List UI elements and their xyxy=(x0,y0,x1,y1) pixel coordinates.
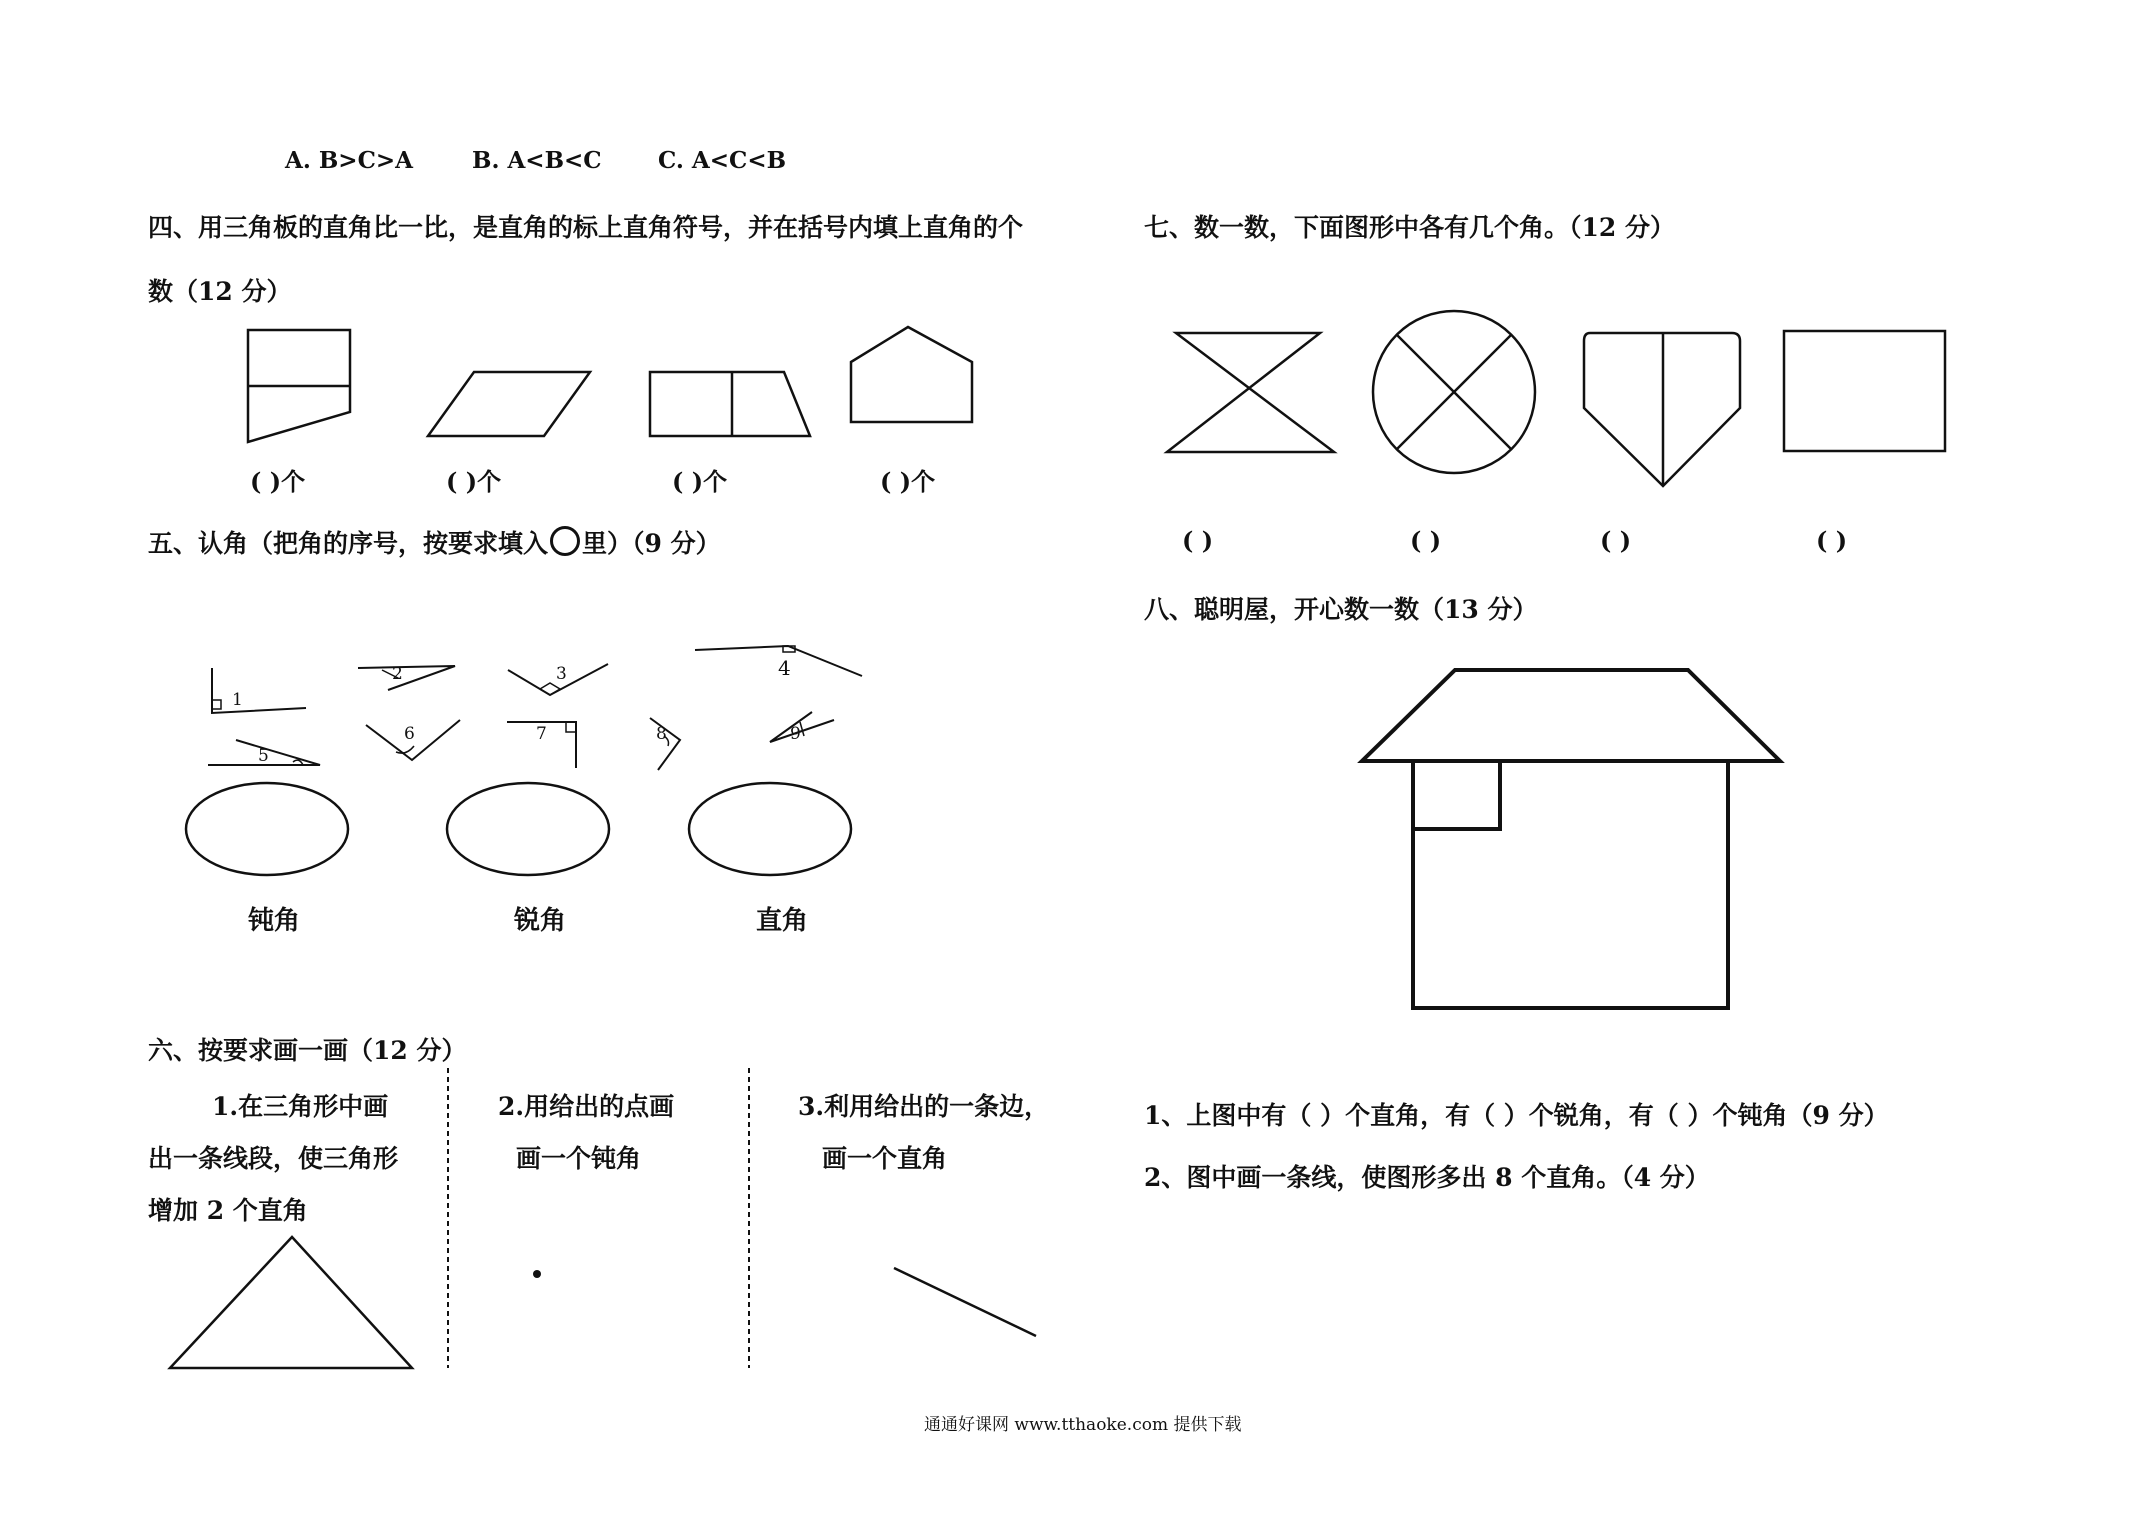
section5-title-before: 五、认角（把角的序号，按要求填入 xyxy=(148,529,549,558)
s4-answer-3[interactable]: ( )个 xyxy=(672,467,728,496)
s6-task2-line2: 画一个钝角 xyxy=(516,1144,642,1173)
s6-task1-line1: 1.在三角形中画 xyxy=(212,1092,389,1121)
s8-house xyxy=(1362,670,1780,1008)
footer-source: 通通好课网 www.tthaoke.com 提供下载 xyxy=(924,1415,1242,1435)
section8-title: 八、聪明屋，开心数一数（13 分） xyxy=(1144,595,1538,624)
label-right: 直角 xyxy=(756,906,809,936)
angle-number-9: 9 xyxy=(790,724,801,744)
s6-given-point xyxy=(533,1270,541,1278)
s6-given-edge xyxy=(894,1268,1036,1336)
circle-icon xyxy=(550,526,580,556)
angle-number-3: 3 xyxy=(556,664,567,684)
s6-task3-line2: 画一个直角 xyxy=(822,1144,948,1173)
s7-shape-shield xyxy=(1584,333,1740,486)
section4-title-line1: 四、用三角板的直角比一比，是直角的标上直角符号，并在括号内填上直角的个 xyxy=(148,213,1024,242)
label-obtuse: 钝角 xyxy=(248,906,301,936)
section7-title: 七、数一数，下面图形中各有几个角。（12 分） xyxy=(1144,213,1675,242)
s7-answer-3[interactable]: ( ) xyxy=(1600,526,1632,555)
s4-shape-quad xyxy=(248,330,350,442)
s4-shape-pentagon xyxy=(851,327,972,422)
s4-answer-4[interactable]: ( )个 xyxy=(880,467,936,496)
s4-shape-trapezoid xyxy=(650,372,810,436)
option-a: A. B>C>A xyxy=(285,147,413,174)
option-c: C. A<C<B xyxy=(658,147,787,174)
angle-number-2: 2 xyxy=(392,664,403,684)
angle-number-1: 1 xyxy=(232,690,243,710)
angle-number-8: 8 xyxy=(656,724,667,744)
section5-title-after: 里）（9 分） xyxy=(582,529,721,558)
s7-answer-4[interactable]: ( ) xyxy=(1816,526,1848,555)
angle-number-7: 7 xyxy=(536,724,547,744)
s6-task3-line1: 3.利用给出的一条边， xyxy=(798,1092,1050,1121)
s5-angles xyxy=(208,646,862,770)
s7-answer-1[interactable]: ( ) xyxy=(1182,526,1214,555)
s6-task1-line2: 出一条线段，使三角形 xyxy=(148,1144,399,1173)
s6-task2-line1: 2.用给出的点画 xyxy=(498,1092,675,1121)
s6-triangle xyxy=(170,1237,412,1368)
section6-title: 六、按要求画一画（12 分） xyxy=(148,1036,467,1065)
s5-ovals xyxy=(186,783,851,875)
angle-number-6: 6 xyxy=(404,724,415,744)
s8-question-2: 2、图中画一条线，使图形多出 8 个直角。（4 分） xyxy=(1144,1163,1710,1192)
s7-shape-rectangle xyxy=(1784,331,1945,451)
s8-question-1: 1、上图中有（ ）个直角，有（ ）个锐角，有（ ）个钝角（9 分） xyxy=(1144,1101,1889,1130)
s7-shape-hourglass xyxy=(1167,333,1334,452)
section4-title-line2: 数（12 分） xyxy=(148,277,292,306)
s7-shape-circle xyxy=(1373,311,1535,473)
s7-answer-2[interactable]: ( ) xyxy=(1410,526,1442,555)
angle-number-5: 5 xyxy=(258,746,269,766)
s4-shape-parallelogram xyxy=(428,372,590,436)
option-b: B. A<B<C xyxy=(472,147,602,174)
s4-answer-2[interactable]: ( )个 xyxy=(446,467,502,496)
label-acute: 锐角 xyxy=(514,906,567,936)
section5-title xyxy=(148,524,721,560)
s6-task1-line3: 增加 2 个直角 xyxy=(148,1196,308,1225)
s4-answer-1[interactable]: ( )个 xyxy=(250,467,306,496)
angle-number-4: 4 xyxy=(778,656,791,680)
